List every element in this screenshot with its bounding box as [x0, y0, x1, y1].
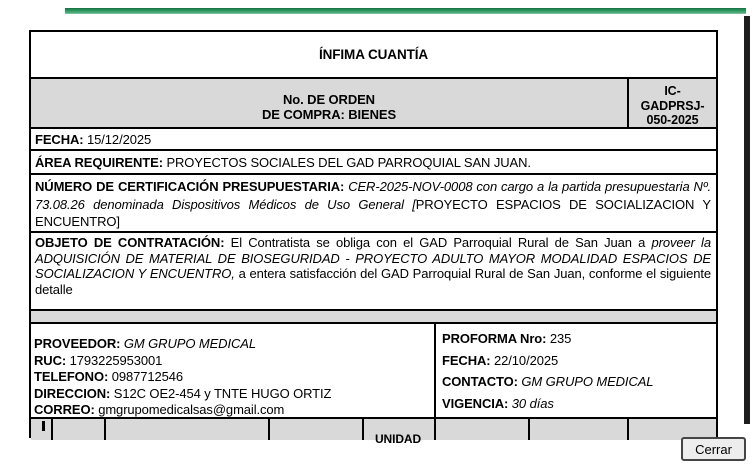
unidad-column-header: UNIDAD — [374, 432, 422, 446]
gray-spacer-row — [31, 311, 716, 324]
text-run: S12C OE2-454 y TNTE HUGO ORTIZ — [113, 385, 332, 401]
column-divider — [627, 419, 629, 440]
text-run: CER-2025-NOV-0008 con cargo a la partida presupuestaria Nº. 73.08.26 denominada Dispositivos Médicos de Uso General [ — [35, 179, 711, 212]
text-run: 1793225953001 — [69, 352, 163, 368]
items-table-header-row — [31, 419, 716, 446]
text-run: RUC: — [34, 352, 70, 368]
document-title-row — [31, 32, 716, 79]
certificacion-row — [31, 175, 716, 233]
order-line2: DE COMPRA: BIENES — [261, 107, 397, 122]
order-code-line: IC- — [664, 84, 681, 98]
proveedor-line — [34, 336, 432, 353]
proveedor-line — [34, 369, 432, 386]
text-run: OBJETO DE CONTRATACIÓN: — [35, 235, 231, 250]
document-title: ÍNFIMA CUANTÍA — [318, 47, 429, 62]
area-requirente-row — [31, 151, 716, 175]
order-header-row — [31, 79, 716, 129]
text-run: FECHA: — [442, 352, 495, 368]
order-code-line: 050-2025 — [646, 113, 699, 127]
column-divider — [268, 419, 270, 440]
text-run: NÚMERO DE CERTIFICACIÓN PRESUPUESTARIA: — [35, 179, 349, 194]
text-run: TELEFONO: — [34, 369, 112, 384]
proforma-line — [442, 371, 714, 393]
text-run: PROYECTO ESPACIOS DE SOCIALIZACION Y ENCUENTRO] — [35, 196, 711, 229]
close-button[interactable]: Cerrar — [681, 437, 746, 461]
proforma-cell — [434, 324, 716, 417]
text-run: PROYECTOS SOCIALES DEL GAD PARROQUIAL SAN JUAN. — [166, 155, 531, 170]
fecha-row — [31, 129, 716, 151]
scrollbar[interactable] — [744, 16, 750, 424]
text-run: VIGENCIA: — [442, 395, 512, 411]
text-run: DIRECCION: — [34, 385, 114, 401]
text-run: 235 — [549, 331, 572, 346]
text-run: El Contratista se obliga con el GAD Parroquial Rural de San Juan a — [230, 235, 652, 250]
proveedor-cell — [31, 324, 434, 417]
text-run: PROVEEDOR: — [34, 336, 124, 351]
order-code-line: GADPRSJ- — [640, 98, 705, 113]
column-divider — [104, 419, 106, 440]
accent-green-bar — [65, 8, 746, 14]
text-run: CONTACTO: — [442, 374, 522, 389]
column-divider — [51, 419, 53, 440]
column-divider — [528, 419, 530, 440]
proforma-line — [442, 350, 714, 372]
order-number-cell — [31, 79, 627, 127]
proforma-line — [442, 328, 714, 350]
proveedor-line — [34, 402, 432, 419]
proveedor-line — [34, 353, 432, 370]
text-run: PROFORMA Nro: — [442, 331, 550, 346]
order-code-cell — [627, 79, 716, 127]
text-run: 30 días — [511, 395, 554, 411]
text-run: proveer la ADQUISICIÓN DE MATERIAL DE BIOSEGURIDAD - PROYECTO ADULTO MAYOR MODALIDAD ESPACIOS DE SOCIALIZACION Y ENCUENTRO, — [35, 235, 711, 281]
proveedor-proforma-row — [31, 324, 716, 419]
text-run: 0987712546 — [111, 369, 184, 384]
clipped-text-fragment — [42, 421, 45, 431]
proveedor-line — [34, 386, 432, 403]
text-run: 22/10/2025 — [494, 352, 559, 368]
document-table — [29, 30, 718, 446]
text-run: CORREO: — [34, 402, 99, 417]
text-run: 15/12/2025 — [87, 132, 152, 147]
objeto-contratacion-row — [31, 233, 716, 311]
text-run: ÁREA REQUIRENTE: — [35, 155, 167, 170]
order-line1: No. DE ORDEN — [283, 92, 375, 107]
text-run: gmgrupomedicalsas@gmail.com — [98, 402, 285, 417]
text-run: GM GRUPO MEDICAL — [521, 374, 654, 389]
text-run: GM GRUPO MEDICAL — [123, 336, 256, 351]
column-divider — [434, 419, 436, 440]
text-run: a entera satisfacción del GAD Parroquial Rural de San Juan, conforme el siguiente detalle — [35, 266, 711, 297]
proforma-line — [442, 393, 714, 415]
text-run: FECHA: — [35, 132, 88, 147]
